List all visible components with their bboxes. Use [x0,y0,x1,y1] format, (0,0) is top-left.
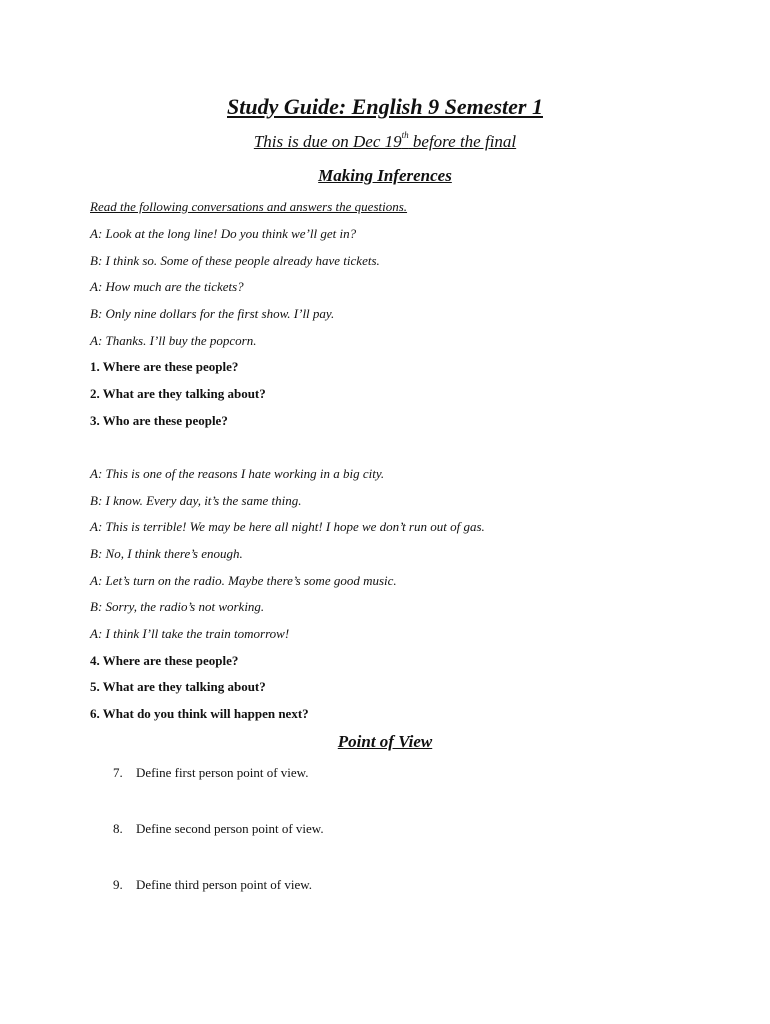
dialogue-line: B: Sorry, the radio’s not working. [90,599,265,614]
item-number: 9. [113,877,123,892]
dialogue-line: A: How much are the tickets? [90,279,244,294]
item-text: Define first person point of view. [136,765,309,780]
question: 3. Who are these people? [90,413,228,428]
dialogue-line: B: I know. Every day, it’s the same thing. [90,493,302,508]
item-text: Define second person point of view. [136,821,324,836]
due-date-suffix: before the final [408,132,517,151]
dialogue-line: A: Thanks. I’ll buy the popcorn. [90,333,257,348]
item-text: Define third person point of view. [136,877,313,892]
question: 4. Where are these people? [90,653,239,668]
question: 6. What do you think will happen next? [90,706,309,721]
due-date-subtitle [0,132,770,152]
dialogue-line: B: Only nine dollars for the first show. I’ll pay. [90,306,335,321]
item-number: 7. [113,765,123,780]
item-number: 8. [113,821,123,836]
due-date-superscript: th [401,130,409,141]
question: 2. What are they talking about? [90,386,266,401]
dialogue-line: A: Let’s turn on the radio. Maybe there’s some good music. [90,573,397,588]
dialogue-line: A: I think I’ll take the train tomorrow! [90,626,290,641]
instructions: Read the following conversations and answers the questions. [90,199,408,214]
question: 1. Where are these people? [90,359,239,374]
dialogue-line: A: Look at the long line! Do you think we’ll get in? [90,226,357,241]
dialogue-line: B: I think so. Some of these people already have tickets. [90,253,380,268]
section-heading-inferences: Making Inferences [318,166,452,185]
question: 5. What are they talking about? [90,679,266,694]
dialogue-line: A: This is one of the reasons I hate working in a big city. [90,466,385,481]
dialogue-line: B: No, I think there’s enough. [90,546,243,561]
section-heading-point-of-view: Point of View [337,732,433,751]
dialogue-line: A: This is terrible! We may be here all night! I hope we don’t run out of gas. [90,519,485,534]
page-title: Study Guide: English 9 Semester 1 [227,94,543,119]
due-date-text: This is due on Dec 19 [253,132,402,151]
